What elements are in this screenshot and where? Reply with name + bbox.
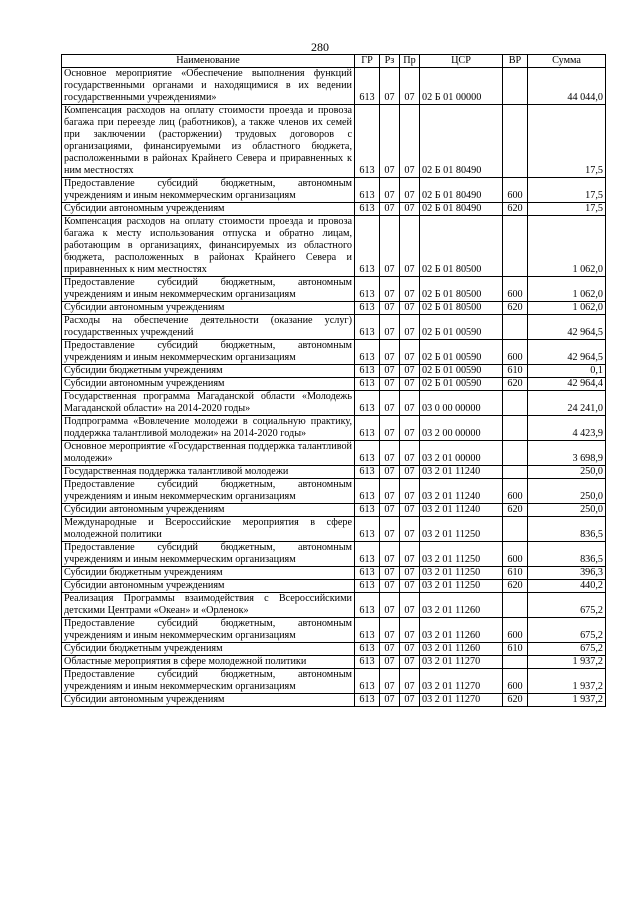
table-row	[62, 378, 606, 391]
cell-name: Субсидии бюджетным учреждениям	[62, 643, 355, 656]
cell-csr: 02 Б 01 80490	[420, 105, 503, 178]
cell-pr: 07	[400, 365, 420, 378]
cell-gr: 613	[355, 593, 380, 618]
cell-name: Предоставление субсидий бюджетным, автономным учреждениям и иным некоммерческим организациям	[62, 277, 355, 302]
cell-sum: 4 423,9	[528, 416, 606, 441]
cell-name: Субсидии автономным учреждениям	[62, 504, 355, 517]
cell-sum: 675,2	[528, 618, 606, 643]
cell-csr: 02 Б 01 00000	[420, 68, 503, 105]
cell-vr: 600	[503, 669, 528, 694]
cell-name: Субсидии автономным учреждениям	[62, 203, 355, 216]
cell-gr: 613	[355, 517, 380, 542]
cell-rz: 07	[380, 656, 400, 669]
cell-csr: 02 Б 01 80490	[420, 203, 503, 216]
cell-name: Основное мероприятие «Государственная поддержка талантливой молодежи»	[62, 441, 355, 466]
cell-gr: 613	[355, 643, 380, 656]
cell-sum: 1 937,2	[528, 656, 606, 669]
cell-name: Предоставление субсидий бюджетным, автономным учреждениям и иным некоммерческим организациям	[62, 618, 355, 643]
cell-csr: 03 2 01 11250	[420, 517, 503, 542]
cell-rz: 07	[380, 593, 400, 618]
table-row	[62, 441, 606, 466]
cell-gr: 613	[355, 277, 380, 302]
table-row	[62, 479, 606, 504]
column-header-csr: ЦСР	[420, 55, 503, 68]
budget-table	[61, 54, 606, 707]
cell-rz: 07	[380, 643, 400, 656]
table-row	[62, 365, 606, 378]
cell-rz: 07	[380, 340, 400, 365]
cell-csr: 03 2 01 11270	[420, 694, 503, 707]
table-row	[62, 643, 606, 656]
cell-vr: 620	[503, 378, 528, 391]
cell-name: Компенсация расходов на оплату стоимости проезда и провоза багажа при переезде лиц (работников), а также членов их семей при заключении (расторжении) трудовых договоров с организациями, финансируемыми из областного бюджета, расположенными в районах Крайнего Севера и приравненных к ним местностях	[62, 105, 355, 178]
cell-rz: 07	[380, 315, 400, 340]
cell-gr: 613	[355, 441, 380, 466]
table-row	[62, 694, 606, 707]
cell-name: Основное мероприятие «Обеспечение выполнения функций государственными органами и находящимися в их ведении государственными учреждениями»	[62, 68, 355, 105]
cell-rz: 07	[380, 694, 400, 707]
cell-sum: 17,5	[528, 178, 606, 203]
cell-rz: 07	[380, 504, 400, 517]
cell-pr: 07	[400, 216, 420, 277]
cell-vr: 600	[503, 479, 528, 504]
cell-rz: 07	[380, 391, 400, 416]
cell-gr: 613	[355, 178, 380, 203]
cell-sum: 1 062,0	[528, 216, 606, 277]
cell-rz: 07	[380, 68, 400, 105]
cell-csr: 03 2 01 11240	[420, 466, 503, 479]
cell-pr: 07	[400, 593, 420, 618]
cell-rz: 07	[380, 365, 400, 378]
cell-gr: 613	[355, 504, 380, 517]
cell-pr: 07	[400, 643, 420, 656]
table-row	[62, 669, 606, 694]
table-row	[62, 68, 606, 105]
cell-name: Областные мероприятия в сфере молодежной политики	[62, 656, 355, 669]
cell-pr: 07	[400, 178, 420, 203]
cell-name: Субсидии бюджетным учреждениям	[62, 567, 355, 580]
cell-name: Реализация Программы взаимодействия с Всероссийскими детскими Центрами «Океан» и «Орленок»	[62, 593, 355, 618]
cell-rz: 07	[380, 178, 400, 203]
cell-pr: 07	[400, 542, 420, 567]
cell-rz: 07	[380, 378, 400, 391]
cell-pr: 07	[400, 340, 420, 365]
table-row	[62, 593, 606, 618]
cell-name: Субсидии автономным учреждениям	[62, 302, 355, 315]
cell-rz: 07	[380, 466, 400, 479]
cell-vr	[503, 315, 528, 340]
cell-rz: 07	[380, 542, 400, 567]
cell-rz: 07	[380, 580, 400, 593]
cell-gr: 613	[355, 567, 380, 580]
cell-vr: 620	[503, 694, 528, 707]
cell-pr: 07	[400, 203, 420, 216]
cell-vr: 610	[503, 567, 528, 580]
cell-sum: 17,5	[528, 105, 606, 178]
table-row	[62, 580, 606, 593]
cell-gr: 613	[355, 618, 380, 643]
cell-gr: 613	[355, 391, 380, 416]
cell-sum: 396,3	[528, 567, 606, 580]
cell-name: Международные и Всероссийские мероприятия в сфере молодежной политики	[62, 517, 355, 542]
cell-pr: 07	[400, 416, 420, 441]
cell-csr: 02 Б 01 00590	[420, 378, 503, 391]
table-row	[62, 618, 606, 643]
cell-pr: 07	[400, 315, 420, 340]
cell-pr: 07	[400, 504, 420, 517]
cell-rz: 07	[380, 302, 400, 315]
cell-sum: 250,0	[528, 479, 606, 504]
table-row	[62, 567, 606, 580]
table-row	[62, 105, 606, 178]
cell-csr: 02 Б 01 80500	[420, 216, 503, 277]
column-header-vr: ВР	[503, 55, 528, 68]
cell-name: Государственная программа Магаданской области «Молодежь Магаданской области» на 2014-2020 годы»	[62, 391, 355, 416]
cell-rz: 07	[380, 567, 400, 580]
table-row	[62, 416, 606, 441]
cell-csr: 03 2 01 11240	[420, 479, 503, 504]
cell-vr	[503, 441, 528, 466]
cell-vr: 620	[503, 504, 528, 517]
cell-rz: 07	[380, 618, 400, 643]
cell-sum: 440,2	[528, 580, 606, 593]
cell-rz: 07	[380, 517, 400, 542]
cell-gr: 613	[355, 302, 380, 315]
cell-vr: 620	[503, 580, 528, 593]
cell-csr: 03 2 01 11270	[420, 669, 503, 694]
cell-name: Субсидии автономным учреждениям	[62, 378, 355, 391]
cell-name: Расходы на обеспечение деятельности (оказание услуг) государственных учреждений	[62, 315, 355, 340]
cell-pr: 07	[400, 694, 420, 707]
cell-csr: 03 2 01 11260	[420, 593, 503, 618]
cell-csr: 02 Б 01 80490	[420, 178, 503, 203]
table-body	[62, 68, 606, 707]
table-row	[62, 340, 606, 365]
cell-csr: 03 2 01 00000	[420, 441, 503, 466]
cell-name: Предоставление субсидий бюджетным, автономным учреждениям и иным некоммерческим организациям	[62, 669, 355, 694]
cell-vr	[503, 466, 528, 479]
cell-vr: 600	[503, 178, 528, 203]
cell-csr: 02 Б 01 00590	[420, 340, 503, 365]
cell-vr	[503, 656, 528, 669]
cell-gr: 613	[355, 216, 380, 277]
cell-sum: 836,5	[528, 542, 606, 567]
cell-vr: 600	[503, 340, 528, 365]
cell-csr: 02 Б 01 00590	[420, 315, 503, 340]
cell-rz: 07	[380, 203, 400, 216]
cell-gr: 613	[355, 378, 380, 391]
cell-vr: 610	[503, 365, 528, 378]
cell-gr: 613	[355, 203, 380, 216]
cell-name: Компенсация расходов на оплату стоимости проезда и провоза багажа к месту использования отпуска и обратно лицам, работающим в организациях, финансируемых из областного бюджета, расположенных в районах Крайнего Севера и приравненных к ним местностях	[62, 216, 355, 277]
cell-gr: 613	[355, 656, 380, 669]
cell-name: Предоставление субсидий бюджетным, автономным учреждениям и иным некоммерческим организациям	[62, 479, 355, 504]
cell-sum: 250,0	[528, 504, 606, 517]
cell-gr: 613	[355, 542, 380, 567]
cell-sum: 42 964,5	[528, 340, 606, 365]
cell-sum: 836,5	[528, 517, 606, 542]
cell-pr: 07	[400, 580, 420, 593]
table-row	[62, 542, 606, 567]
cell-gr: 613	[355, 340, 380, 365]
cell-vr	[503, 416, 528, 441]
cell-vr	[503, 216, 528, 277]
cell-name: Предоставление субсидий бюджетным, автономным учреждениям и иным некоммерческим организациям	[62, 340, 355, 365]
cell-vr	[503, 593, 528, 618]
cell-pr: 07	[400, 277, 420, 302]
table-row	[62, 302, 606, 315]
cell-gr: 613	[355, 479, 380, 504]
cell-csr: 03 2 01 11270	[420, 656, 503, 669]
cell-pr: 07	[400, 567, 420, 580]
cell-sum: 42 964,4	[528, 378, 606, 391]
cell-gr: 613	[355, 669, 380, 694]
cell-gr: 613	[355, 315, 380, 340]
cell-vr: 620	[503, 302, 528, 315]
cell-name: Подпрограмма «Вовлечение молодежи в социальную практику, поддержка талантливой молодежи» на 2014-2020 годы»	[62, 416, 355, 441]
cell-csr: 02 Б 01 00590	[420, 365, 503, 378]
cell-name: Предоставление субсидий бюджетным, автономным учреждениям и иным некоммерческим организациям	[62, 178, 355, 203]
cell-gr: 613	[355, 68, 380, 105]
cell-pr: 07	[400, 105, 420, 178]
cell-sum: 675,2	[528, 643, 606, 656]
cell-name: Государственная поддержка талантливой молодежи	[62, 466, 355, 479]
cell-sum: 24 241,0	[528, 391, 606, 416]
cell-csr: 02 Б 01 80500	[420, 302, 503, 315]
page-number: 280	[311, 40, 329, 54]
cell-sum: 1 937,2	[528, 694, 606, 707]
cell-sum: 675,2	[528, 593, 606, 618]
cell-csr: 02 Б 01 80500	[420, 277, 503, 302]
cell-gr: 613	[355, 694, 380, 707]
cell-sum: 42 964,5	[528, 315, 606, 340]
cell-sum: 44 044,0	[528, 68, 606, 105]
cell-vr	[503, 517, 528, 542]
cell-vr: 600	[503, 542, 528, 567]
cell-vr: 600	[503, 618, 528, 643]
cell-name: Предоставление субсидий бюджетным, автономным учреждениям и иным некоммерческим организациям	[62, 542, 355, 567]
table-row	[62, 656, 606, 669]
cell-rz: 07	[380, 216, 400, 277]
cell-csr: 03 2 00 00000	[420, 416, 503, 441]
cell-csr: 03 0 00 00000	[420, 391, 503, 416]
cell-name: Субсидии автономным учреждениям	[62, 694, 355, 707]
cell-csr: 03 2 01 11260	[420, 643, 503, 656]
cell-sum: 1 062,0	[528, 277, 606, 302]
cell-csr: 03 2 01 11240	[420, 504, 503, 517]
cell-sum: 1 937,2	[528, 669, 606, 694]
cell-vr	[503, 105, 528, 178]
table-row	[62, 203, 606, 216]
cell-pr: 07	[400, 656, 420, 669]
cell-pr: 07	[400, 378, 420, 391]
cell-sum: 0,1	[528, 365, 606, 378]
cell-rz: 07	[380, 277, 400, 302]
cell-pr: 07	[400, 441, 420, 466]
column-header-rz: Рз	[380, 55, 400, 68]
cell-vr: 620	[503, 203, 528, 216]
cell-name: Субсидии бюджетным учреждениям	[62, 365, 355, 378]
cell-sum: 250,0	[528, 466, 606, 479]
cell-sum: 3 698,9	[528, 441, 606, 466]
cell-vr: 600	[503, 277, 528, 302]
cell-name: Субсидии автономным учреждениям	[62, 580, 355, 593]
column-header-gr: ГР	[355, 55, 380, 68]
column-header-pr: Пр	[400, 55, 420, 68]
cell-vr	[503, 391, 528, 416]
cell-pr: 07	[400, 466, 420, 479]
cell-pr: 07	[400, 479, 420, 504]
table-row	[62, 216, 606, 277]
cell-pr: 07	[400, 302, 420, 315]
column-header-name: Наименование	[62, 55, 355, 68]
table-row	[62, 466, 606, 479]
cell-csr: 03 2 01 11250	[420, 567, 503, 580]
cell-rz: 07	[380, 105, 400, 178]
cell-csr: 03 2 01 11250	[420, 542, 503, 567]
table-row	[62, 517, 606, 542]
cell-csr: 03 2 01 11250	[420, 580, 503, 593]
column-header-sum: Сумма	[528, 55, 606, 68]
cell-pr: 07	[400, 618, 420, 643]
cell-rz: 07	[380, 416, 400, 441]
cell-pr: 07	[400, 517, 420, 542]
cell-csr: 03 2 01 11260	[420, 618, 503, 643]
cell-pr: 07	[400, 669, 420, 694]
cell-gr: 613	[355, 365, 380, 378]
table-row	[62, 277, 606, 302]
cell-rz: 07	[380, 479, 400, 504]
table-row	[62, 315, 606, 340]
cell-rz: 07	[380, 441, 400, 466]
cell-pr: 07	[400, 68, 420, 105]
cell-gr: 613	[355, 580, 380, 593]
cell-pr: 07	[400, 391, 420, 416]
table-header-row	[62, 55, 606, 68]
cell-sum: 17,5	[528, 203, 606, 216]
cell-gr: 613	[355, 466, 380, 479]
cell-gr: 613	[355, 416, 380, 441]
table-row	[62, 391, 606, 416]
cell-rz: 07	[380, 669, 400, 694]
table-row	[62, 178, 606, 203]
cell-sum: 1 062,0	[528, 302, 606, 315]
cell-vr: 610	[503, 643, 528, 656]
table-row	[62, 504, 606, 517]
cell-gr: 613	[355, 105, 380, 178]
cell-vr	[503, 68, 528, 105]
